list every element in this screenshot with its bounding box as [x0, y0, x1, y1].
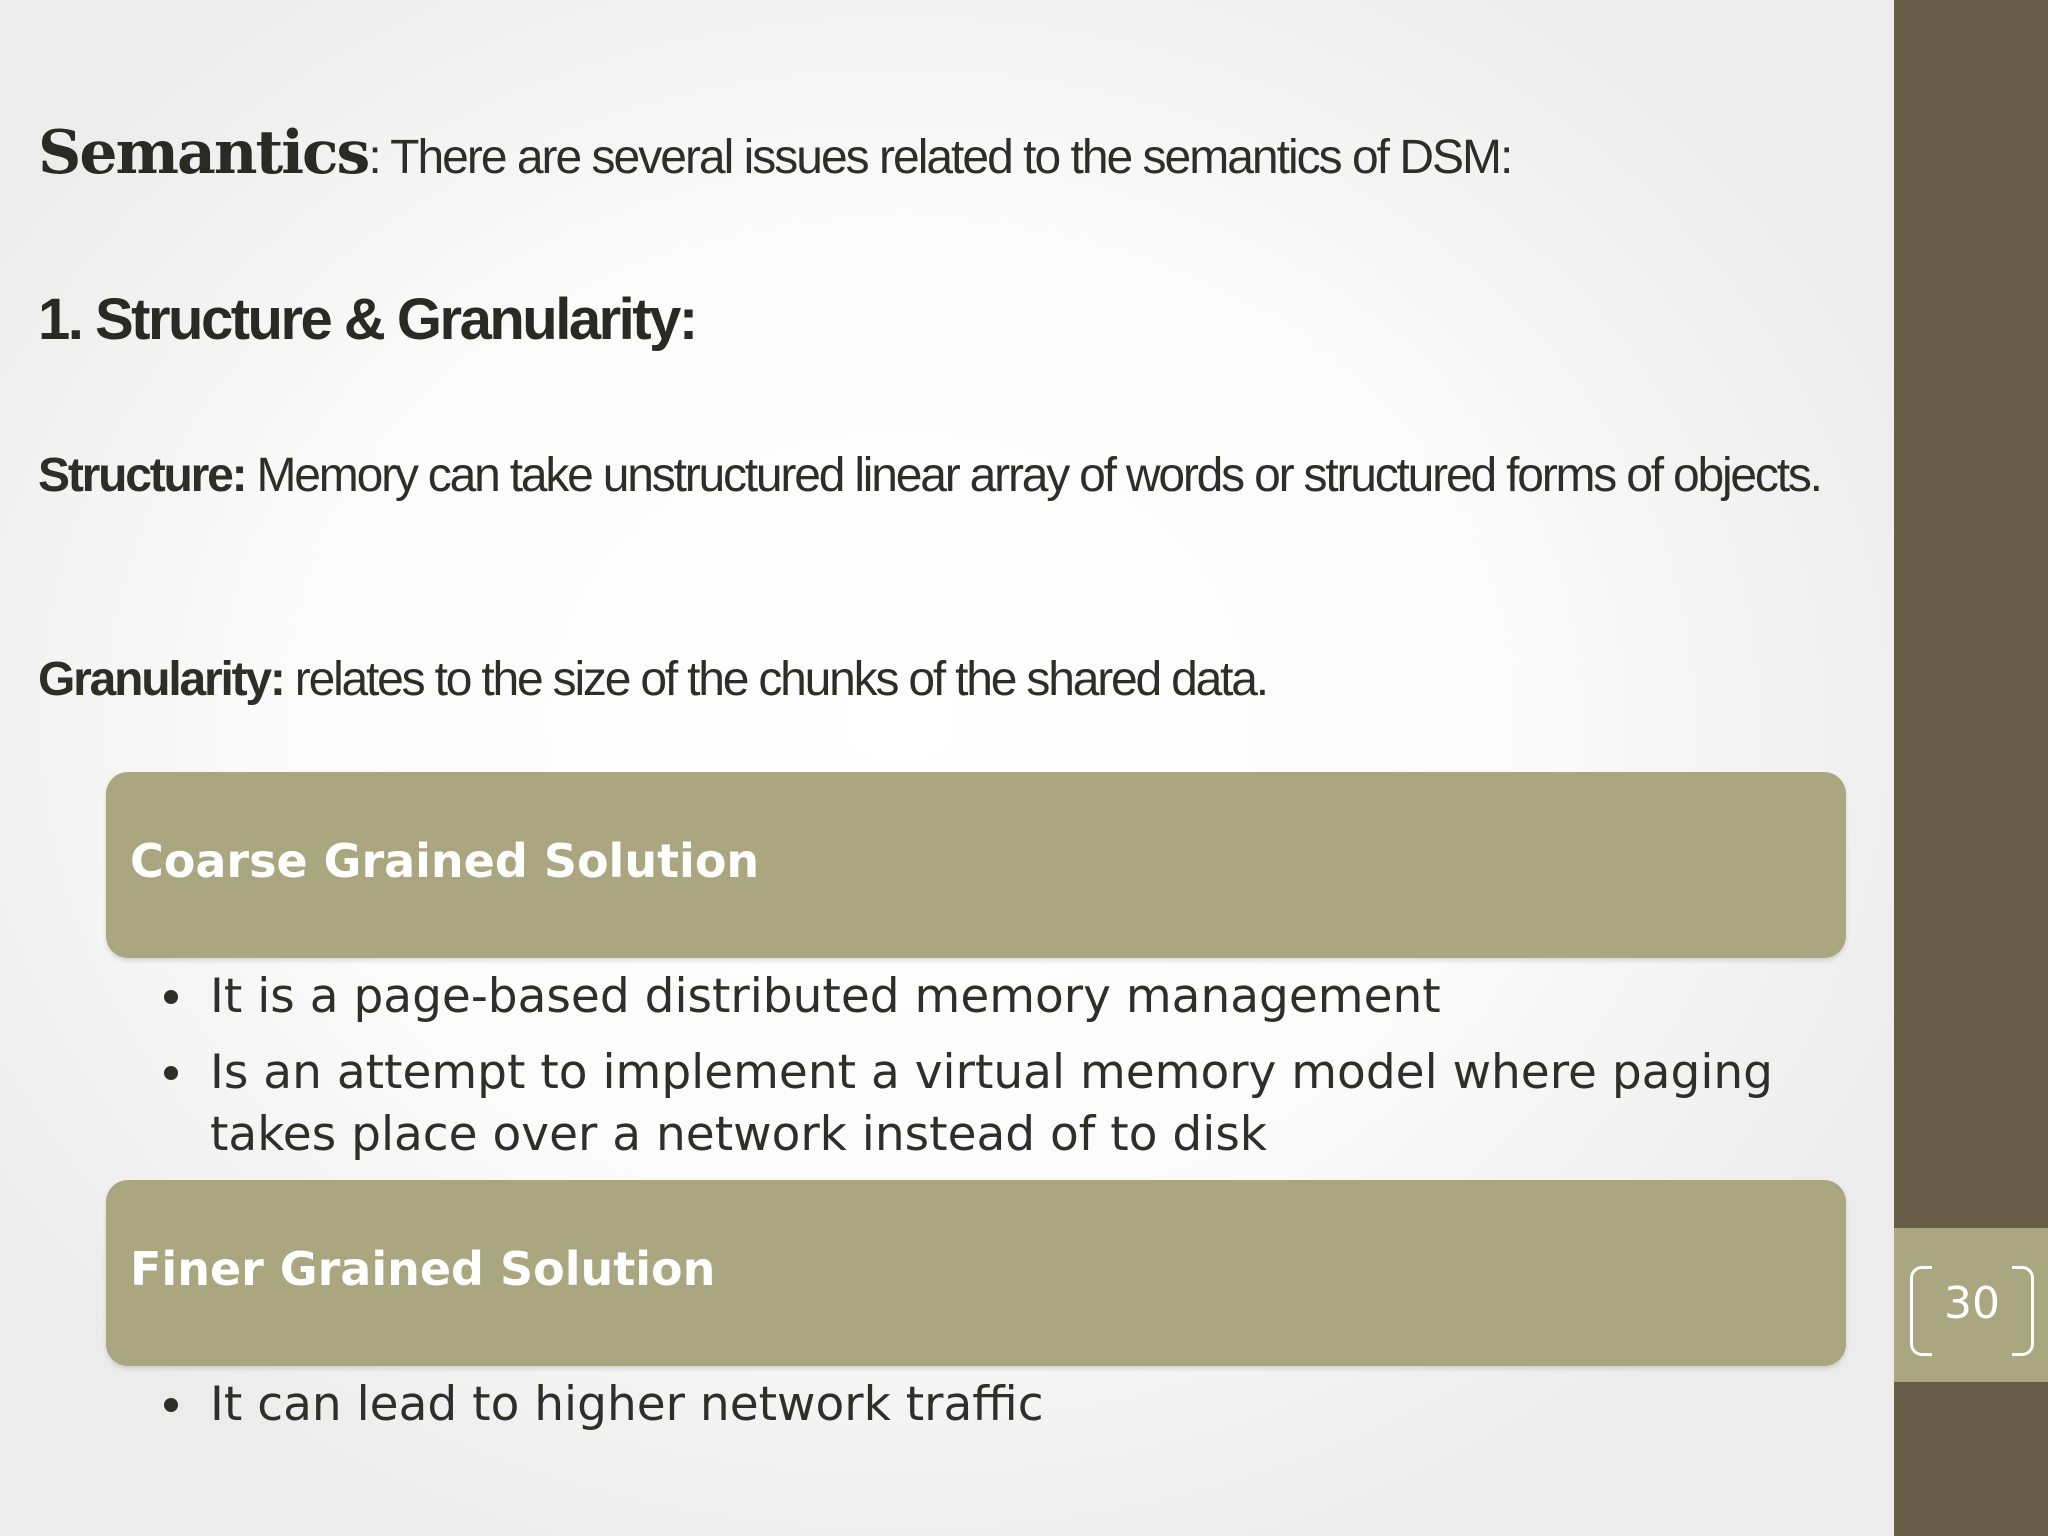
slide-title: [38, 118, 1511, 188]
page-number: 30: [1944, 1278, 2000, 1329]
coarse-grained-bullets: [160, 966, 1820, 1180]
structure-text: Memory can take unstructured linear array of words or structured forms of objects.: [245, 449, 1821, 502]
bullet-icon: [164, 990, 178, 1004]
title-text: : There are several issues related to the semantics of DSM:: [368, 131, 1512, 184]
structure-label: Structure:: [38, 449, 246, 502]
coarse-grained-label: Coarse Grained Solution: [130, 834, 760, 888]
page-number-box: [1894, 1228, 2048, 1382]
structure-paragraph: [38, 442, 1858, 510]
coarse-grained-box: [106, 772, 1846, 958]
section-heading: 1. Structure & Granularity:: [38, 287, 696, 352]
list-item: It is a page-based distributed memory management: [160, 966, 1820, 1028]
finer-grained-box: [106, 1180, 1846, 1366]
bullet-icon: [164, 1398, 178, 1412]
granularity-paragraph: [38, 646, 1267, 714]
finer-grained-label: Finer Grained Solution: [130, 1242, 716, 1296]
list-item: It can lead to higher network traffic: [160, 1374, 1820, 1436]
list-item: Is an attempt to implement a virtual memory model where paging takes place over a network instead of to disk: [160, 1042, 1820, 1166]
finer-grained-bullets: [160, 1374, 1820, 1450]
granularity-text: relates to the size of the chunks of the shared data.: [283, 653, 1267, 706]
bullet-icon: [164, 1066, 178, 1080]
granularity-label: Granularity:: [38, 653, 284, 706]
title-keyword: Semantics: [38, 118, 369, 188]
